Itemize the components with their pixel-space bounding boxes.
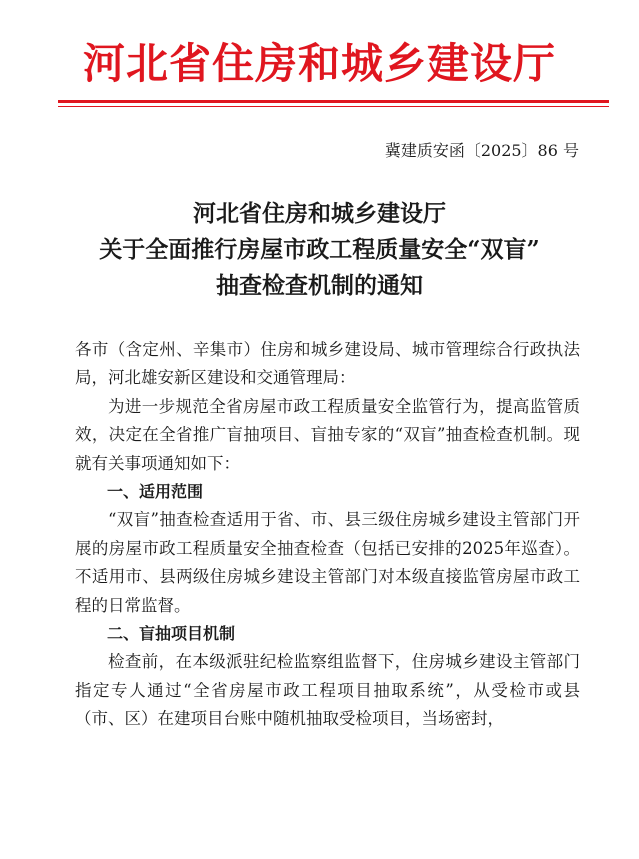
org-letterhead: 河北省住房和城乡建设厅 — [82, 39, 556, 88]
intro-paragraph: 为进一步规范全省房屋市政工程质量安全监管行为，提高监管质效，决定在全省推广盲抽项目、盲抽专家的“双盲”抽查检查机制。现就有关事项通知如下： — [75, 396, 580, 473]
title-line-3: 抽查检查机制的通知 — [216, 272, 423, 299]
section-1-paragraph: “双盲”抽查检查适用于省、市、县三级住房城乡建设主管部门开展的房屋市政工程质量安全抽查检查（包括已安排的2025年巡查）。不适用市、县两级住房城乡建设主管部门对本级直接监管房屋市政工程的日常监督。 — [75, 510, 580, 615]
title-line-2: 关于全面推行房屋市政工程质量安全“双盲” — [99, 236, 540, 263]
section-2-heading: 二、盲抽项目机制 — [107, 624, 236, 644]
section-2-paragraph: 检查前，在本级派驻纪检监察组监督下，住房城乡建设主管部门指定专人通过“全省房屋市政工程项目抽取系统”，从受检市或县（市、区）在建项目台账中随机抽取受检项目，当场密封， — [75, 652, 580, 729]
title-line-1: 河北省住房和城乡建设厅 — [193, 200, 446, 227]
letterhead-rule-thick — [58, 100, 609, 103]
document-body — [75, 336, 580, 734]
section-1-heading: 一、适用范围 — [107, 482, 204, 502]
addressee: 各市（含定州、辛集市）住房和城乡建设局、城市管理综合行政执法局，河北雄安新区建设和交通管理局： — [75, 340, 580, 388]
letterhead-rule-thin — [58, 106, 609, 107]
document-number: 冀建质安函〔2025〕86 号 — [384, 141, 579, 160]
document-title — [30, 196, 609, 304]
